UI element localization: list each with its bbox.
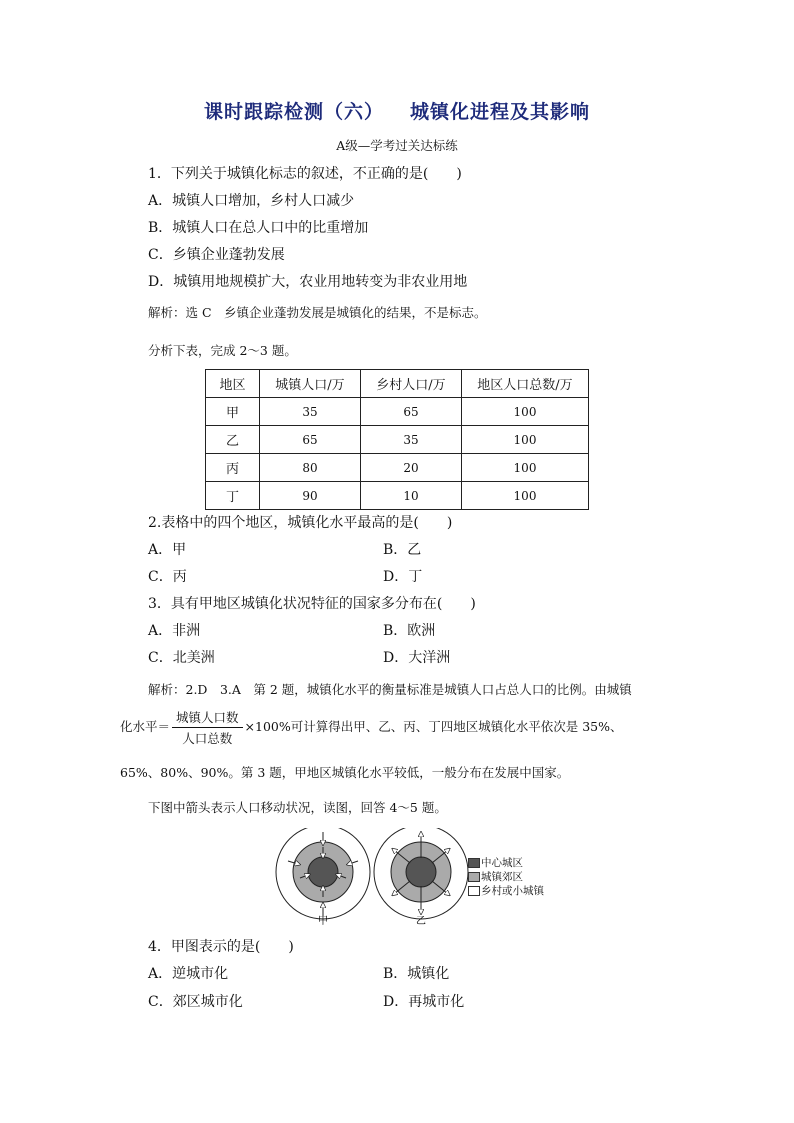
table-cell: 80	[260, 454, 361, 482]
table-cell: 65	[361, 398, 462, 426]
table-header-cell: 地区人口总数/万	[462, 370, 589, 398]
legend-swatch-rural	[468, 886, 480, 896]
table-cell: 100	[462, 426, 589, 454]
table-cell: 丙	[206, 454, 260, 482]
page-title: 课时跟踪检测（六） 城镇化进程及其影响	[203, 101, 591, 123]
question-3-stem: 3．具有甲地区城镇化状况特征的国家多分布在( )	[148, 596, 476, 612]
legend-rural: 乡村或小城镇	[481, 885, 544, 897]
legend-swatch-center	[468, 858, 480, 868]
table-cell: 100	[462, 482, 589, 510]
center-circle	[406, 857, 436, 887]
table-cell: 10	[361, 482, 462, 510]
table-header-cell: 城镇人口/万	[260, 370, 361, 398]
question-3-option-d: D．大洋洲	[383, 650, 451, 666]
legend-center: 中心城区	[481, 857, 523, 869]
table-row	[206, 398, 589, 426]
table-cell: 甲	[206, 398, 260, 426]
question-4-option-d: D．再城市化	[383, 994, 465, 1010]
question-4-option-b: B．城镇化	[383, 966, 450, 982]
legend-suburb: 城镇郊区	[481, 871, 523, 883]
legend-swatch-suburb	[468, 872, 480, 882]
table-row	[206, 454, 589, 482]
question-2-option-c: C．丙	[148, 569, 187, 585]
question-2-option-a: A．甲	[148, 542, 187, 558]
table-intro: 分析下表，完成 2～3 题。	[148, 343, 297, 358]
table-cell: 90	[260, 482, 361, 510]
question-1-option-c: C．乡镇企业蓬勃发展	[148, 247, 285, 263]
diagram-label-left: 甲	[318, 916, 328, 926]
fraction-denominator: 人口总数	[182, 731, 233, 746]
question-1-option-d: D．城镇用地规模扩大，农业用地转变为非农业用地	[148, 274, 468, 290]
section-subtitle: A级—学考过关达标练	[336, 138, 458, 153]
question-1-analysis: 解析：选 C 乡镇企业蓬勃发展是城镇化的结果，不是标志。	[148, 305, 487, 320]
diagram-jia	[276, 828, 370, 919]
question-2-stem: 2.表格中的四个地区，城镇化水平最高的是( )	[148, 515, 453, 531]
formula-prefix: 化水平＝	[120, 719, 171, 734]
table-header-cell: 乡村人口/万	[361, 370, 462, 398]
question-3-option-a: A．非洲	[148, 623, 201, 639]
table-cell: 丁	[206, 482, 260, 510]
question-4-option-c: C．郊区城市化	[148, 994, 243, 1010]
question-3-option-b: B．欧洲	[383, 623, 436, 639]
table-cell: 乙	[206, 426, 260, 454]
table-cell: 35	[361, 426, 462, 454]
analysis-2-3-line-1: 解析：2.D 3.A 第 2 题，城镇化水平的衡量标准是城镇人口占总人口的比例。由城镇	[148, 682, 632, 697]
question-1-option-b: B．城镇人口在总人口中的比重增加	[148, 220, 369, 236]
table-cell: 100	[462, 398, 589, 426]
formula-fraction	[172, 708, 243, 747]
table-header-cell: 地区	[206, 370, 260, 398]
question-1-option-a: A．城镇人口增加，乡村人口减少	[148, 193, 355, 209]
table-header-row	[206, 370, 589, 398]
fraction-numerator: 城镇人口数	[172, 708, 243, 728]
population-table	[205, 369, 589, 510]
diagram-label-right: 乙	[416, 916, 426, 926]
table-row	[206, 426, 589, 454]
formula-suffix: ×100%可计算得出甲、乙、丙、丁四地区城镇化水平依次是 35%、	[244, 719, 623, 734]
table-cell: 65	[260, 426, 361, 454]
table-cell: 35	[260, 398, 361, 426]
analysis-2-3-line-3: 65%、80%、90%。第 3 题，甲地区城镇化水平较低，一般分布在发展中国家。	[120, 765, 570, 780]
question-2-option-d: D．丁	[383, 569, 423, 585]
question-1-stem: 1．下列关于城镇化标志的叙述，不正确的是( )	[148, 166, 462, 182]
question-2-option-b: B．乙	[383, 542, 422, 558]
center-circle	[308, 857, 338, 887]
table-row	[206, 482, 589, 510]
analysis-2-3-line-2	[120, 708, 623, 747]
figure-intro: 下图中箭头表示人口移动状况，读图，回答 4～5 题。	[148, 800, 447, 815]
table-cell: 100	[462, 454, 589, 482]
migration-diagram	[270, 828, 470, 926]
table-cell: 20	[361, 454, 462, 482]
question-4-option-a: A．逆城市化	[148, 966, 229, 982]
question-3-option-c: C．北美洲	[148, 650, 215, 666]
question-4-stem: 4．甲图表示的是( )	[148, 939, 294, 955]
diagram-yi	[374, 828, 468, 919]
